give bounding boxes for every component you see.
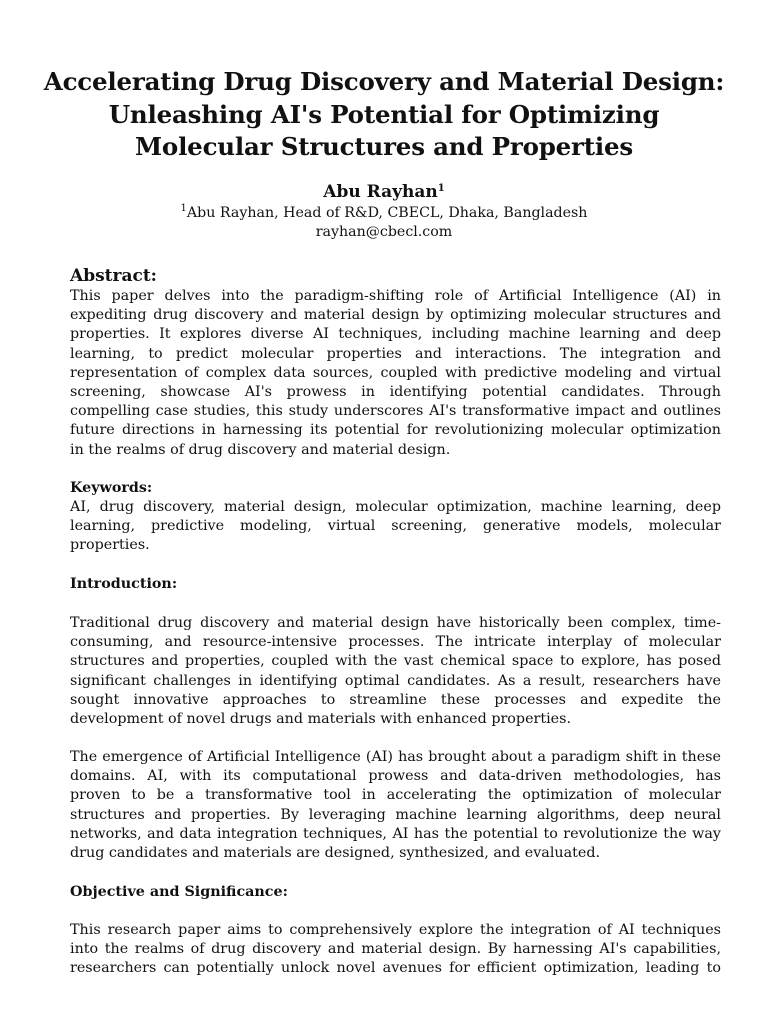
title-line: Molecular Structures and Properties xyxy=(135,132,633,161)
title-line: Unleashing AI's Potential for Optimizing xyxy=(108,99,660,129)
author-affiliation-block xyxy=(0,204,768,242)
keywords-line: learning, predictive modeling, virtual screening, generative models, molecular xyxy=(70,518,721,535)
abstract-line: in the realms of drug discovery and material design. xyxy=(70,441,451,458)
keywords-line: AI, drug discovery, material design, molecular optimization, machine learning, deep xyxy=(70,499,721,515)
intro-line: sought innovative approaches to streamline these processes and expedite the xyxy=(70,691,721,708)
paper-title xyxy=(40,66,728,164)
abstract-line: representation of complex data sources, coupled with predictive modeling and virtual xyxy=(70,364,721,381)
intro-line: consuming, and resource-intensive processes. The intricate interplay of molecular xyxy=(70,634,721,651)
intro-line: networks, and data integration techniques, AI has the potential to revolutionize the way xyxy=(70,825,721,842)
objective-line: into the realms of drug discovery and material design. By harnessing AI's capabilities, xyxy=(70,941,721,958)
intro-line: Traditional drug discovery and material design have historically been complex, time- xyxy=(70,615,721,631)
introduction-heading: Introduction: xyxy=(70,576,178,592)
author-name-text: Abu Rayhan xyxy=(323,182,438,202)
abstract-line: properties. It explores diverse AI techniques, including machine learning and deep xyxy=(70,326,721,343)
intro-line: drug candidates and materials are designed, synthesized, and evaluated. xyxy=(70,844,601,861)
keywords-heading: Keywords: xyxy=(70,480,153,496)
affiliation xyxy=(0,204,768,223)
affiliation-text: Abu Rayhan, Head of R&D, CBECL, Dhaka, Bangladesh xyxy=(186,205,588,221)
abstract-paragraph xyxy=(70,287,721,460)
objective-paragraph xyxy=(70,921,721,979)
intro-line: development of novel drugs and materials with enhanced properties. xyxy=(70,710,572,727)
objective-line: researchers can potentially unlock novel avenues for efficient optimization, leading to xyxy=(70,960,721,977)
author-name xyxy=(0,180,768,204)
introduction-paragraph-2 xyxy=(70,748,721,863)
author-email: rayhan@cbecl.com xyxy=(315,224,453,240)
intro-line: The emergence of Artificial Intelligence (AI) has brought about a paradigm shift in these xyxy=(70,749,721,765)
abstract-line: compelling case studies, this study underscores AI's transformative impact and outlines xyxy=(70,403,721,420)
intro-line: structures and properties. By leveraging machine learning algorithms, deep neural xyxy=(70,806,721,823)
intro-line: structures and properties, coupled with the vast chemical space to explore, has posed xyxy=(70,653,721,670)
abstract-heading: Abstract: xyxy=(70,266,157,286)
keywords-paragraph xyxy=(70,498,721,556)
affiliation-marker: 1 xyxy=(180,203,187,214)
intro-line: proven to be a transformative tool in accelerating the optimization of molecular xyxy=(70,787,721,804)
title-line: Accelerating Drug Discovery and Material Design: xyxy=(43,67,725,96)
objective-line: This research paper aims to comprehensively explore the integration of AI techniques xyxy=(70,922,721,938)
author-marker: 1 xyxy=(437,183,445,194)
intro-line: domains. AI, with its computational prowess and data-driven methodologies, has xyxy=(70,768,721,785)
abstract-line: This paper delves into the paradigm-shifting role of Artificial Intelligence (AI) in xyxy=(70,288,721,304)
intro-line: significant challenges in identifying optimal candidates. As a result, researchers have xyxy=(70,672,721,689)
objective-heading: Objective and Significance: xyxy=(70,884,288,900)
abstract-line: expediting drug discovery and material design by optimizing molecular structures and xyxy=(70,307,721,324)
abstract-line: learning, to predict molecular properties and interactions. The integration and xyxy=(70,345,721,362)
keywords-line: properties. xyxy=(70,537,150,554)
abstract-line: screening, showcase AI's prowess in identifying potential candidates. Through xyxy=(70,383,721,400)
introduction-paragraph-1 xyxy=(70,614,721,729)
abstract-line: future directions in harnessing its potential for revolutionizing molecular optimization xyxy=(70,422,721,439)
